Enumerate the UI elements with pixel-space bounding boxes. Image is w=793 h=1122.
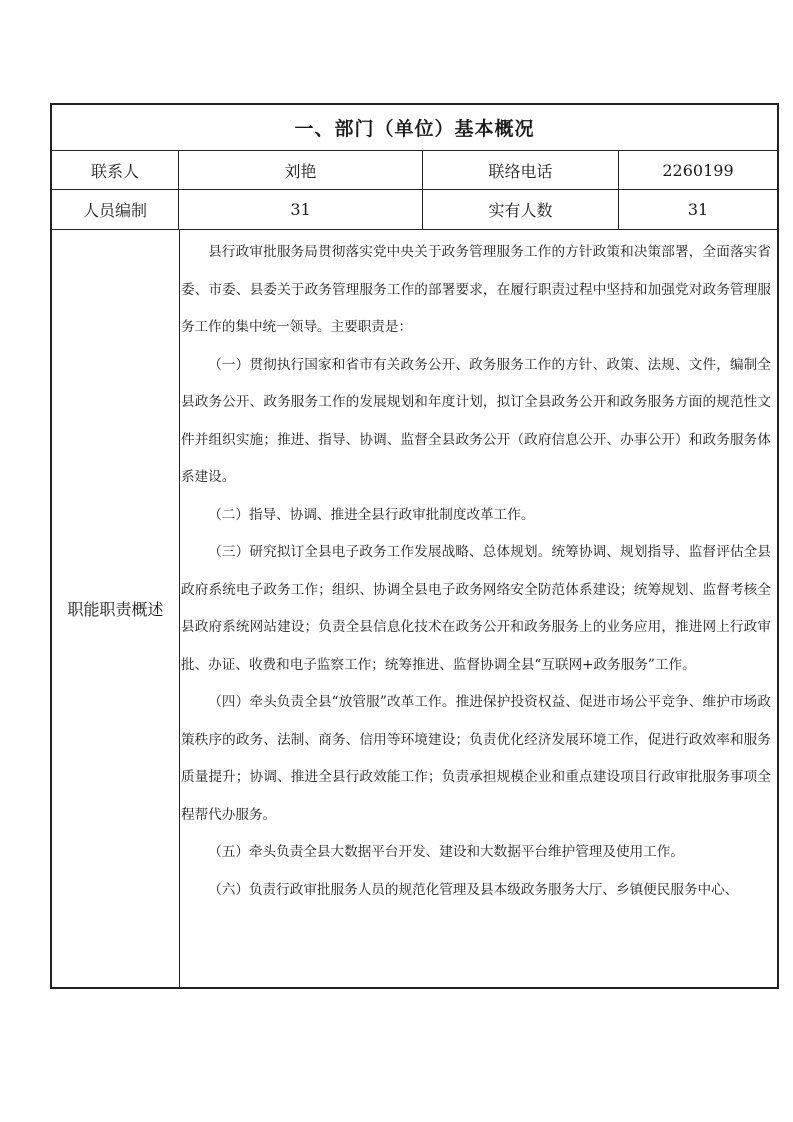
duties-row bbox=[52, 230, 777, 987]
duties-paragraph: （四）牵头负责全县“放管服”改革工作。推进保护投资权益、促进市场公平竞争、维护市场政策秩序的政务、法制、商务、信用等环境建设；负责优化经济发展环境工作，促进行政效率和服务质量提升；协调、推进全县行政效能工作；负责承担规模企业和重点建设项目行政审批服务事项全程帮代办服务。 bbox=[181, 694, 771, 823]
phone-value: 2260199 bbox=[662, 160, 734, 180]
staffing-value: 31 bbox=[179, 190, 423, 229]
duties-paragraph: （三）研究拟订全县电子政务工作发展战略、总体规划。统筹协调、规划指导、监督评估全县政府系统电子政务工作；组织、协调全县电子政务网络安全防范体系建设；统筹规划、监督考核全县政府系统网站建设；负责全县信息化技术在政务公开和政务服务上的业务应用，推进网上行政审批、办证、收费和电子监察工作；统筹推进、监督协调全县“互联网+政务服务”工作。 bbox=[181, 544, 771, 673]
duties-paragraph: （一）贯彻执行国家和省市有关政务公开、政务服务工作的方针、政策、法规、文件，编制全县政务公开、政务服务工作的发展规划和年度计划，拟订全县政务公开和政务服务方面的规范性文件并组织实施；推进、指导、协调、监督全县政务公开（政府信息公开、办事公开）和政务服务体系建设。 bbox=[181, 356, 771, 485]
duties-label: 职能职责概述 bbox=[52, 230, 180, 987]
contact-label: 联系人 bbox=[52, 151, 179, 189]
duties-paragraph: 县行政审批服务局贯彻落实党中央关于政务管理服务工作的方针政策和决策部署，全面落实省委、市委、县委关于政务管理服务工作的部署要求，在履行职责过程中坚持和加强党对政务管理服务工作的集中统一领导。主要职责是： bbox=[181, 244, 771, 335]
duties-paragraph: （五）牵头负责全县大数据平台开发、建设和大数据平台维护管理及使用工作。 bbox=[208, 844, 684, 860]
actual-staff-value: 31 bbox=[687, 200, 709, 219]
contact-row bbox=[52, 151, 777, 190]
phone-label: 联络电话 bbox=[423, 151, 619, 189]
staffing-label: 人员编制 bbox=[52, 190, 179, 229]
staffing-row bbox=[52, 190, 777, 230]
duties-paragraph: （六）负责行政审批服务人员的规范化管理及县本级政务服务大厅、乡镇便民服务中心、 bbox=[208, 881, 739, 898]
duties-content bbox=[179, 230, 777, 987]
section-title: 一、部门（单位）基本概况 bbox=[52, 105, 777, 151]
contact-value: 刘艳 bbox=[179, 151, 423, 189]
duties-paragraph: （二）指导、协调、推进全县行政审批制度改革工作。 bbox=[208, 506, 535, 523]
basic-info-table bbox=[50, 103, 779, 989]
actual-staff-label: 实有人数 bbox=[423, 190, 619, 229]
